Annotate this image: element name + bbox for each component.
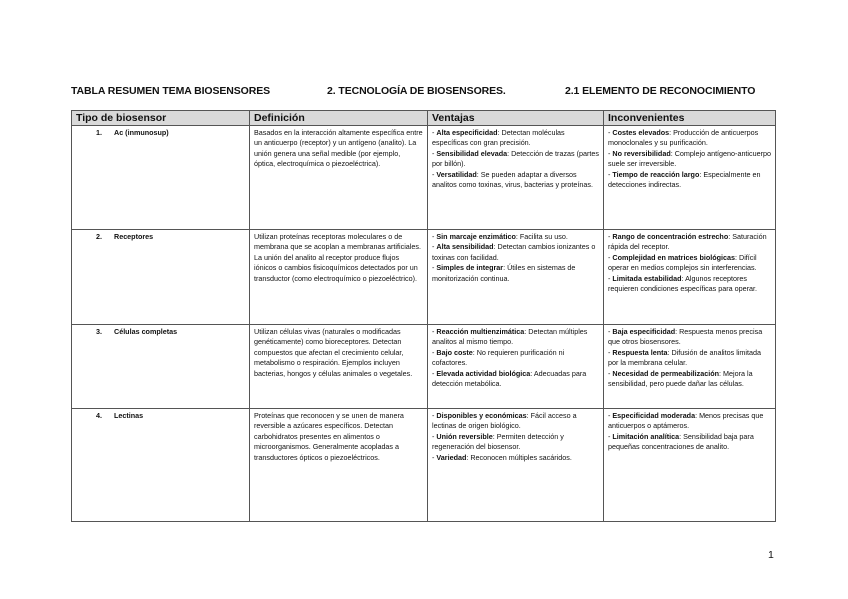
- advantage-item: - Alta sensibilidad: Detectan cambios ionizantes o toxinas con facilidad.: [432, 242, 596, 262]
- summary-table: [71, 110, 776, 522]
- biosensor-type-cell: [72, 325, 250, 409]
- advantage-item: - Unión reversible: Permiten detección y regeneración del biosensor.: [432, 431, 564, 452]
- advantage-item: - Reacción multienzimática: Detectan múltiples analitos al mismo tiempo.: [432, 327, 588, 347]
- biosensor-type-cell: [72, 409, 250, 522]
- table-header-row: [72, 111, 776, 126]
- biosensor-type-cell: [72, 230, 250, 325]
- drawback-item: - Respuesta lenta: Difusión de analitos limitada por la membrana celular.: [608, 347, 762, 368]
- biosensor-type: Receptores: [114, 232, 154, 241]
- table-row: [72, 230, 776, 325]
- drawback-item: - Rango de concentración estrecho: Saturación rápida del receptor.: [608, 232, 767, 252]
- drawback-item: - Limitada estabilidad: Algunos receptores requieren condiciones específicas para operar.: [608, 273, 758, 294]
- drawbacks-cell: [604, 230, 776, 325]
- document-header: [71, 85, 771, 99]
- drawback-item: - Necesidad de permeabilización: Mejora la sensibilidad, pero puede dañar las células.: [608, 368, 753, 389]
- row-number: 1.: [96, 128, 102, 137]
- drawback-item: - Costes elevados: Producción de anticuerpos monoclonales y su purificación.: [608, 128, 759, 148]
- advantage-item: - Alta especificidad: Detectan moléculas específicas con gran precisión.: [432, 128, 565, 148]
- biosensor-type-cell: [72, 126, 250, 230]
- advantage-item: - Elevada actividad biológica: Adecuadas para detección metabólica.: [432, 368, 587, 389]
- table-row: [72, 126, 776, 230]
- drawback-item: - Baja especificidad: Respuesta menos precisa que otros biosensores.: [608, 327, 763, 347]
- drawback-item: - Tiempo de reacción largo: Especialmente en detecciones indirectas.: [608, 169, 761, 190]
- advantages-cell: [428, 230, 604, 325]
- advantage-item: - Versatilidad: Se pueden adaptar a diversos analitos como toxinas, virus, bacterias y proteínas.: [432, 169, 593, 190]
- advantages-cell: [428, 325, 604, 409]
- drawbacks-cell: [604, 325, 776, 409]
- document-title: TABLA RESUMEN TEMA BIOSENSORES: [71, 85, 271, 97]
- row-number: 4.: [96, 411, 102, 420]
- table-row: [72, 325, 776, 409]
- advantage-item: - Sensibilidad elevada: Detección de trazas (partes por billón).: [432, 148, 599, 169]
- table-row: [72, 409, 776, 522]
- advantage-item: - Sin marcaje enzimático: Facilita su uso.: [432, 232, 568, 241]
- definition-cell: Utilizan proteínas receptoras moleculares o de membrana que se acoplan a membranas artificiales. La unión del analito al receptor produce flujos iónicos o cambios fisicoquímicos detectados por un transductor (como electroquímico o piezoeléctrico).: [250, 230, 428, 325]
- column-header-advantages: Ventajas: [428, 111, 604, 126]
- definition-cell: Utilizan células vivas (naturales o modificadas genéticamente) como bioreceptores. Detectan compuestos que afectan el crecimiento celular, metabolismo o respiración. Ejemplos incluyen bacterias, hongos y células animales o vegetales.: [250, 325, 428, 409]
- advantage-item: - Bajo coste: No requieren purificación ni cofactores.: [432, 347, 565, 368]
- drawback-item: - Limitación analítica: Sensibilidad baja para pequeñas concentraciones de analito.: [608, 431, 754, 452]
- definition-cell: Proteínas que reconocen y se unen de manera reversible a azúcares específicos. Detectan carbohidratos presentes en alimentos o microorganismos. Generalmente acopladas a transductores ópticos o piezoeléctricos.: [250, 409, 428, 522]
- biosensor-type: Ac (inmunosup): [114, 128, 169, 137]
- drawback-item: - Especificidad moderada: Menos precisas que anticuerpos o aptámeros.: [608, 411, 764, 431]
- advantages-cell: [428, 409, 604, 522]
- advantages-cell: [428, 126, 604, 230]
- advantage-item: - Variedad: Reconocen múltiples sacáridos.: [432, 452, 572, 462]
- page-number: 1: [768, 549, 774, 561]
- column-header-definition: Definición: [250, 111, 428, 126]
- column-header-drawbacks: Inconvenientes: [604, 111, 776, 126]
- section-title: 2. TECNOLOGÍA DE BIOSENSORES.: [327, 85, 506, 97]
- biosensor-type: Células completas: [114, 327, 178, 336]
- column-header-type: Tipo de biosensor: [72, 111, 250, 126]
- drawback-item: - No reversibilidad: Complejo antígeno-anticuerpo suele ser irreversible.: [608, 148, 772, 169]
- drawbacks-cell: [604, 409, 776, 522]
- subsection-title: 2.1 ELEMENTO DE RECONOCIMIENTO: [565, 85, 756, 97]
- row-number: 2.: [96, 232, 102, 241]
- biosensor-type: Lectinas: [114, 411, 144, 420]
- advantage-item: - Simples de integrar: Útiles en sistemas de monitorización continua.: [432, 263, 576, 283]
- drawbacks-cell: [604, 126, 776, 230]
- advantage-item: - Disponibles y económicas: Fácil acceso a lectinas de origen biológico.: [432, 411, 577, 431]
- definition-cell: Basados en la interacción altamente específica entre un anticuerpo (receptor) y un antígeno (analito). La unión genera una señal medible (por ejemplo, óptica, electroquímica o piezoeléctrica).: [250, 126, 428, 230]
- row-number: 3.: [96, 327, 102, 336]
- drawback-item: - Complejidad en matrices biológicas: Difícil operar en medios complejos sin interferencias.: [608, 252, 757, 273]
